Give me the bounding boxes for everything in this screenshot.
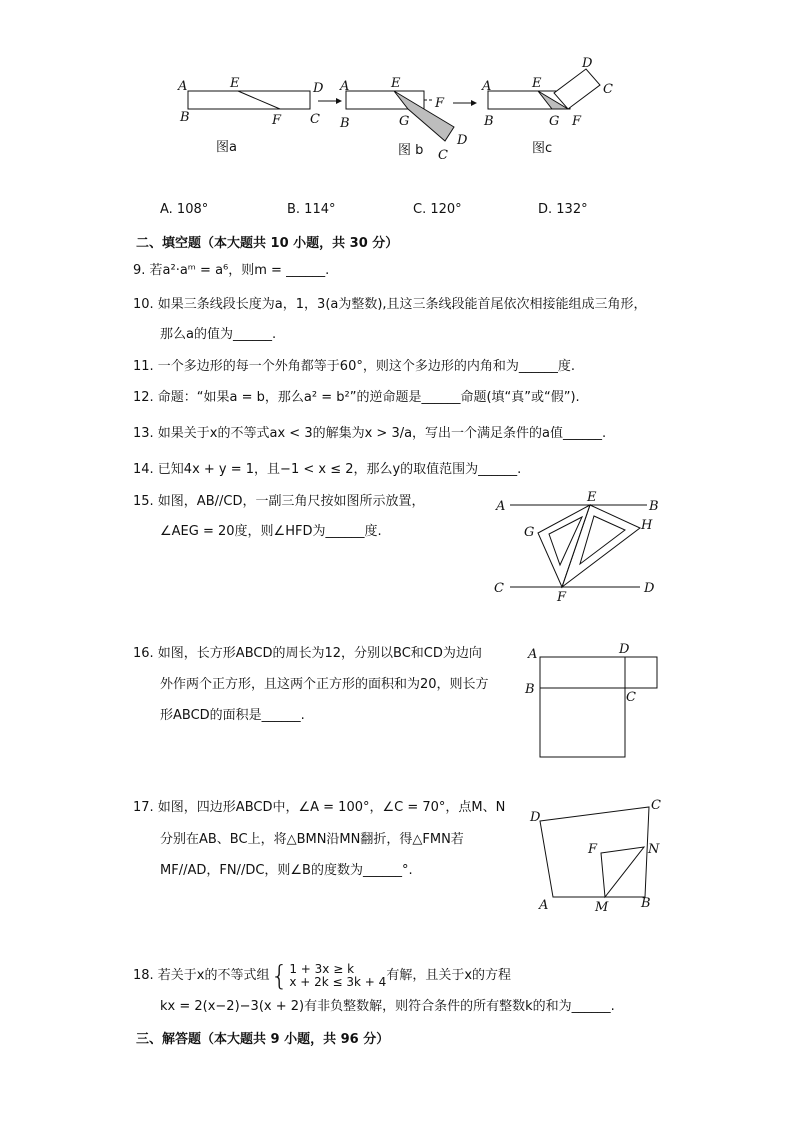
question-17-line3: MF//AD，FN//DC，则∠B的度数为______°. xyxy=(160,863,413,878)
figure-b xyxy=(339,76,468,163)
question-16-line2: 外作两个正方形，且这两个正方形的面积和为20，则长方 xyxy=(160,677,489,692)
fig17-label-a: A xyxy=(539,898,549,913)
option-b: B. 114° xyxy=(287,202,336,217)
fig-a-label-c: C xyxy=(310,112,320,127)
fig-c-label-b: B xyxy=(484,114,494,129)
arrow-1 xyxy=(318,98,342,104)
option-a: A. 108° xyxy=(160,202,209,217)
question-18-line2: kx = 2(x−2)−3(x + 2)有非负整数解，则符合条件的所有整数k的和为______. xyxy=(160,999,615,1014)
fig-c-label-f: F xyxy=(572,114,582,129)
question-17-line1: 17. 如图，四边形ABCD中，∠A = 100°，∠C = 70°，点M、N xyxy=(133,800,506,815)
fig-a-label-a: A xyxy=(178,79,188,94)
figure-a xyxy=(177,76,324,155)
top-figures xyxy=(170,55,630,170)
arrow-2 xyxy=(453,100,477,106)
fig-c-caption: 图c xyxy=(532,141,553,156)
section-3-title: 三、解答题（本大题共 9 小题，共 96 分） xyxy=(136,1032,390,1047)
fig-c-label-c: C xyxy=(603,82,613,97)
fig17-label-b: B xyxy=(641,896,651,911)
inequality-2: x + 2k ≤ 3k + 4 xyxy=(289,975,387,989)
fig-b-label-b: B xyxy=(340,116,350,131)
fig17-label-f: F xyxy=(588,842,598,857)
question-15-line2: ∠AEG = 20度，则∠HFD为______度. xyxy=(160,524,382,539)
fig16-label-d: D xyxy=(619,642,630,657)
question-12: 12. 命题：“如果a = b，那么a² = b²”的逆命题是______命题(填“真”或“假”). xyxy=(133,390,580,405)
question-17-line2: 分别在AB、BC上，将△BMN沿MN翻折，得△FMN若 xyxy=(160,832,464,847)
question-18-prefix: 18. 若关于x的不等式组 xyxy=(133,968,270,983)
question-18-line1 xyxy=(133,959,512,992)
fig-a-label-d: D xyxy=(313,81,324,96)
brace-icon: { xyxy=(270,959,289,992)
fig-b-label-d: D xyxy=(457,133,468,148)
question-9: 9. 若a²·aᵐ = a⁶，则m = ______. xyxy=(133,263,330,278)
fig-c-label-g: G xyxy=(549,114,560,129)
question-15-line1: 15. 如图，AB//CD，一副三角尺按如图所示放置， xyxy=(133,494,425,509)
question-16-line1: 16. 如图，长方形ABCD的周长为12，分别以BC和CD为边向 xyxy=(133,646,482,661)
question-18-suffix: 有解，且关于x的方程 xyxy=(386,968,512,983)
fig-b-label-e: E xyxy=(391,76,401,91)
fig16-label-b: B xyxy=(525,682,535,697)
fig15-label-b: B xyxy=(649,499,659,514)
fig15-label-e: E xyxy=(587,490,597,505)
figure-15 xyxy=(490,488,670,608)
fig15-label-d: D xyxy=(644,581,655,596)
fig-b-label-c: C xyxy=(438,148,448,163)
fig17-label-c: C xyxy=(651,798,661,813)
fig17-label-d: D xyxy=(530,810,541,825)
fig-c-label-a: A xyxy=(482,79,492,94)
fig16-label-a: A xyxy=(528,647,538,662)
fig-a-label-b: B xyxy=(180,110,190,125)
fig-a-caption: 图a xyxy=(216,140,237,155)
inequality-1: 1 + 3x ≥ k xyxy=(289,962,355,976)
fig17-label-n: N xyxy=(648,842,660,857)
question-10-line2: 那么a的值为______. xyxy=(160,327,277,342)
question-11: 11. 一个多边形的每一个外角都等于60°，则这个多边形的内角和为______度. xyxy=(133,359,575,374)
fig15-label-f: F xyxy=(557,590,567,605)
fig-b-label-g: G xyxy=(399,114,410,129)
fig-c-label-d: D xyxy=(582,56,593,71)
fig-b-caption: 图 b xyxy=(398,143,424,158)
section-2-title: 二、填空题（本大题共 10 小题，共 30 分） xyxy=(136,236,399,251)
fig15-label-h: H xyxy=(641,518,653,533)
option-c: C. 120° xyxy=(413,202,462,217)
fig-c-label-e: E xyxy=(532,76,542,91)
fig-a-label-e: E xyxy=(230,76,240,91)
figure-17 xyxy=(525,795,675,920)
fig-b-label-a: A xyxy=(340,79,350,94)
fig-a-label-f: F xyxy=(272,113,282,128)
fig15-label-a: A xyxy=(496,499,506,514)
inequality-system xyxy=(289,963,386,989)
fig-b-label-f: F xyxy=(435,96,445,111)
question-14: 14. 已知4x + y = 1，且−1 < x ≤ 2，那么y的取值范围为______. xyxy=(133,462,522,477)
fig17-label-m: M xyxy=(595,900,609,915)
figure-c xyxy=(481,56,613,156)
question-10-line1: 10. 如果三条线段长度为a，1，3(a为整数),且这三条线段能首尾依次相接能组成三角形， xyxy=(133,297,647,312)
question-13: 13. 如果关于x的不等式ax < 3的解集为x > 3/a，写出一个满足条件的a值______. xyxy=(133,426,607,441)
figure-16 xyxy=(520,640,670,765)
fig15-label-c: C xyxy=(494,581,504,596)
question-16-line3: 形ABCD的面积是______. xyxy=(160,708,305,723)
fig15-label-g: G xyxy=(524,525,535,540)
fig16-label-c: C xyxy=(626,690,636,705)
option-d: D. 132° xyxy=(538,202,588,217)
